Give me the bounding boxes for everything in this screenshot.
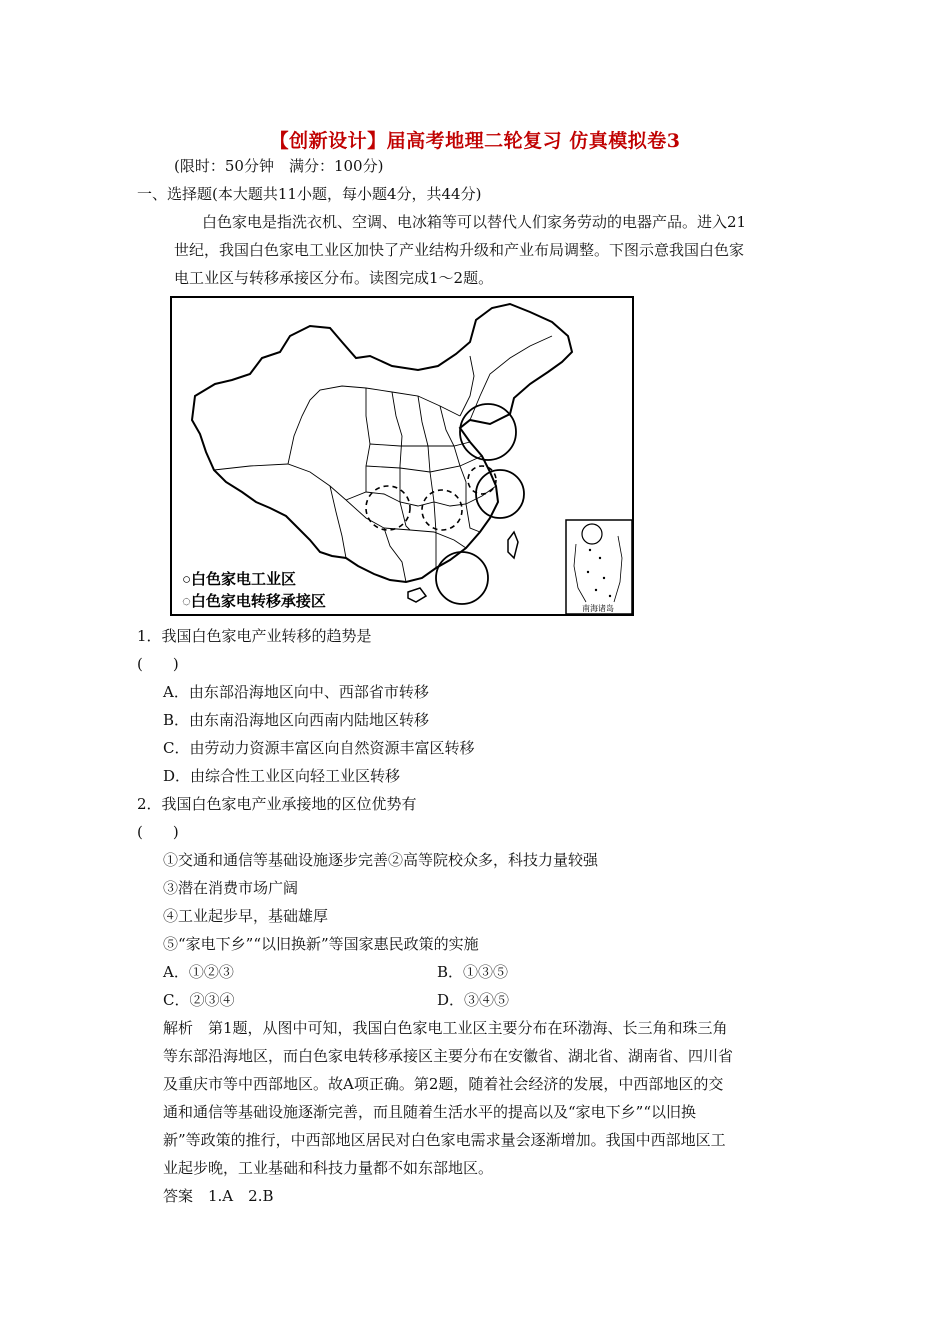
q2-option-d: D．③④⑤ (437, 991, 510, 1009)
q1-option-b: B．由东南沿海地区向西南内陆地区转移 (163, 711, 430, 729)
q1-option-d: D．由综合性工业区向轻工业区转移 (163, 767, 401, 785)
analysis-line: 通和通信等基础设施逐渐完善，而且随着生活水平的提高以及“家电下乡”“以旧换 (163, 1103, 697, 1121)
q2-item: ③潜在消费市场广阔 (163, 879, 299, 897)
intro-line: 电工业区与转移承接区分布。读图完成1～2题。 (174, 269, 494, 287)
q1-stem: 1．我国白色家电产业转移的趋势是 (137, 627, 372, 645)
analysis-line: 业起步晚，工业基础和科技力量都不如东部地区。 (163, 1159, 494, 1177)
q2-option-a: A．①②③ (163, 963, 234, 981)
analysis-line: 及重庆市等中西部地区。故A项正确。第2题，随着社会经济的发展，中西部地区的交 (163, 1075, 724, 1093)
china-map-figure (170, 296, 634, 616)
intro-line: 世纪，我国白色家电工业区加快了产业结构升级和产业布局调整。下图示意我国白色家 (174, 241, 745, 259)
south-china-sea-inset (566, 520, 632, 614)
q2-option-c: C．②③④ (163, 991, 235, 1009)
intro-line: 白色家电是指洗衣机、空调、电冰箱等可以替代人们家务劳动的电器产品。进入21 (202, 213, 747, 231)
section-heading: 一、选择题(本大题共11小题，每小题4分，共44分) (137, 185, 482, 203)
inset-label: 南海诸岛 (582, 604, 614, 613)
q2-item: ⑤“家电下乡”“以旧换新”等国家惠民政策的实施 (163, 935, 479, 953)
exam-meta: (限时：50分钟 满分：100分) (174, 157, 384, 175)
q2-stem: 2．我国白色家电产业承接地的区位优势有 (137, 795, 417, 813)
legend-dashed: ◌白色家电转移承接区 (182, 593, 326, 610)
q2-blank: ( ) (137, 823, 179, 841)
q1-option-c: C．由劳动力资源丰富区向自然资源丰富区转移 (163, 739, 475, 757)
analysis-line: 解析 第1题，从图中可知，我国白色家电工业区主要分布在环渤海、长三角和珠三角 (163, 1019, 728, 1037)
q2-option-b: B．①③⑤ (437, 963, 509, 981)
analysis-line: 等东部沿海地区，而白色家电转移承接区主要分布在安徽省、湖北省、湖南省、四川省 (163, 1047, 734, 1065)
q2-item: ①交通和通信等基础设施逐步完善②高等院校众多，科技力量较强 (163, 851, 599, 869)
legend-solid: ○白色家电工业区 (182, 571, 297, 588)
q2-item: ④工业起步早，基础雄厚 (163, 907, 329, 925)
answer-line: 答案 1.A 2.B (163, 1187, 274, 1205)
analysis-line: 新”等政策的推行，中西部地区居民对白色家电需求量会逐渐增加。我国中西部地区工 (163, 1131, 726, 1149)
q1-blank: ( ) (137, 655, 179, 673)
q1-option-a: A．由东部沿海地区向中、西部省市转移 (163, 683, 429, 701)
page-title: 【创新设计】届高考地理二轮复习 仿真模拟卷3 (269, 130, 681, 152)
